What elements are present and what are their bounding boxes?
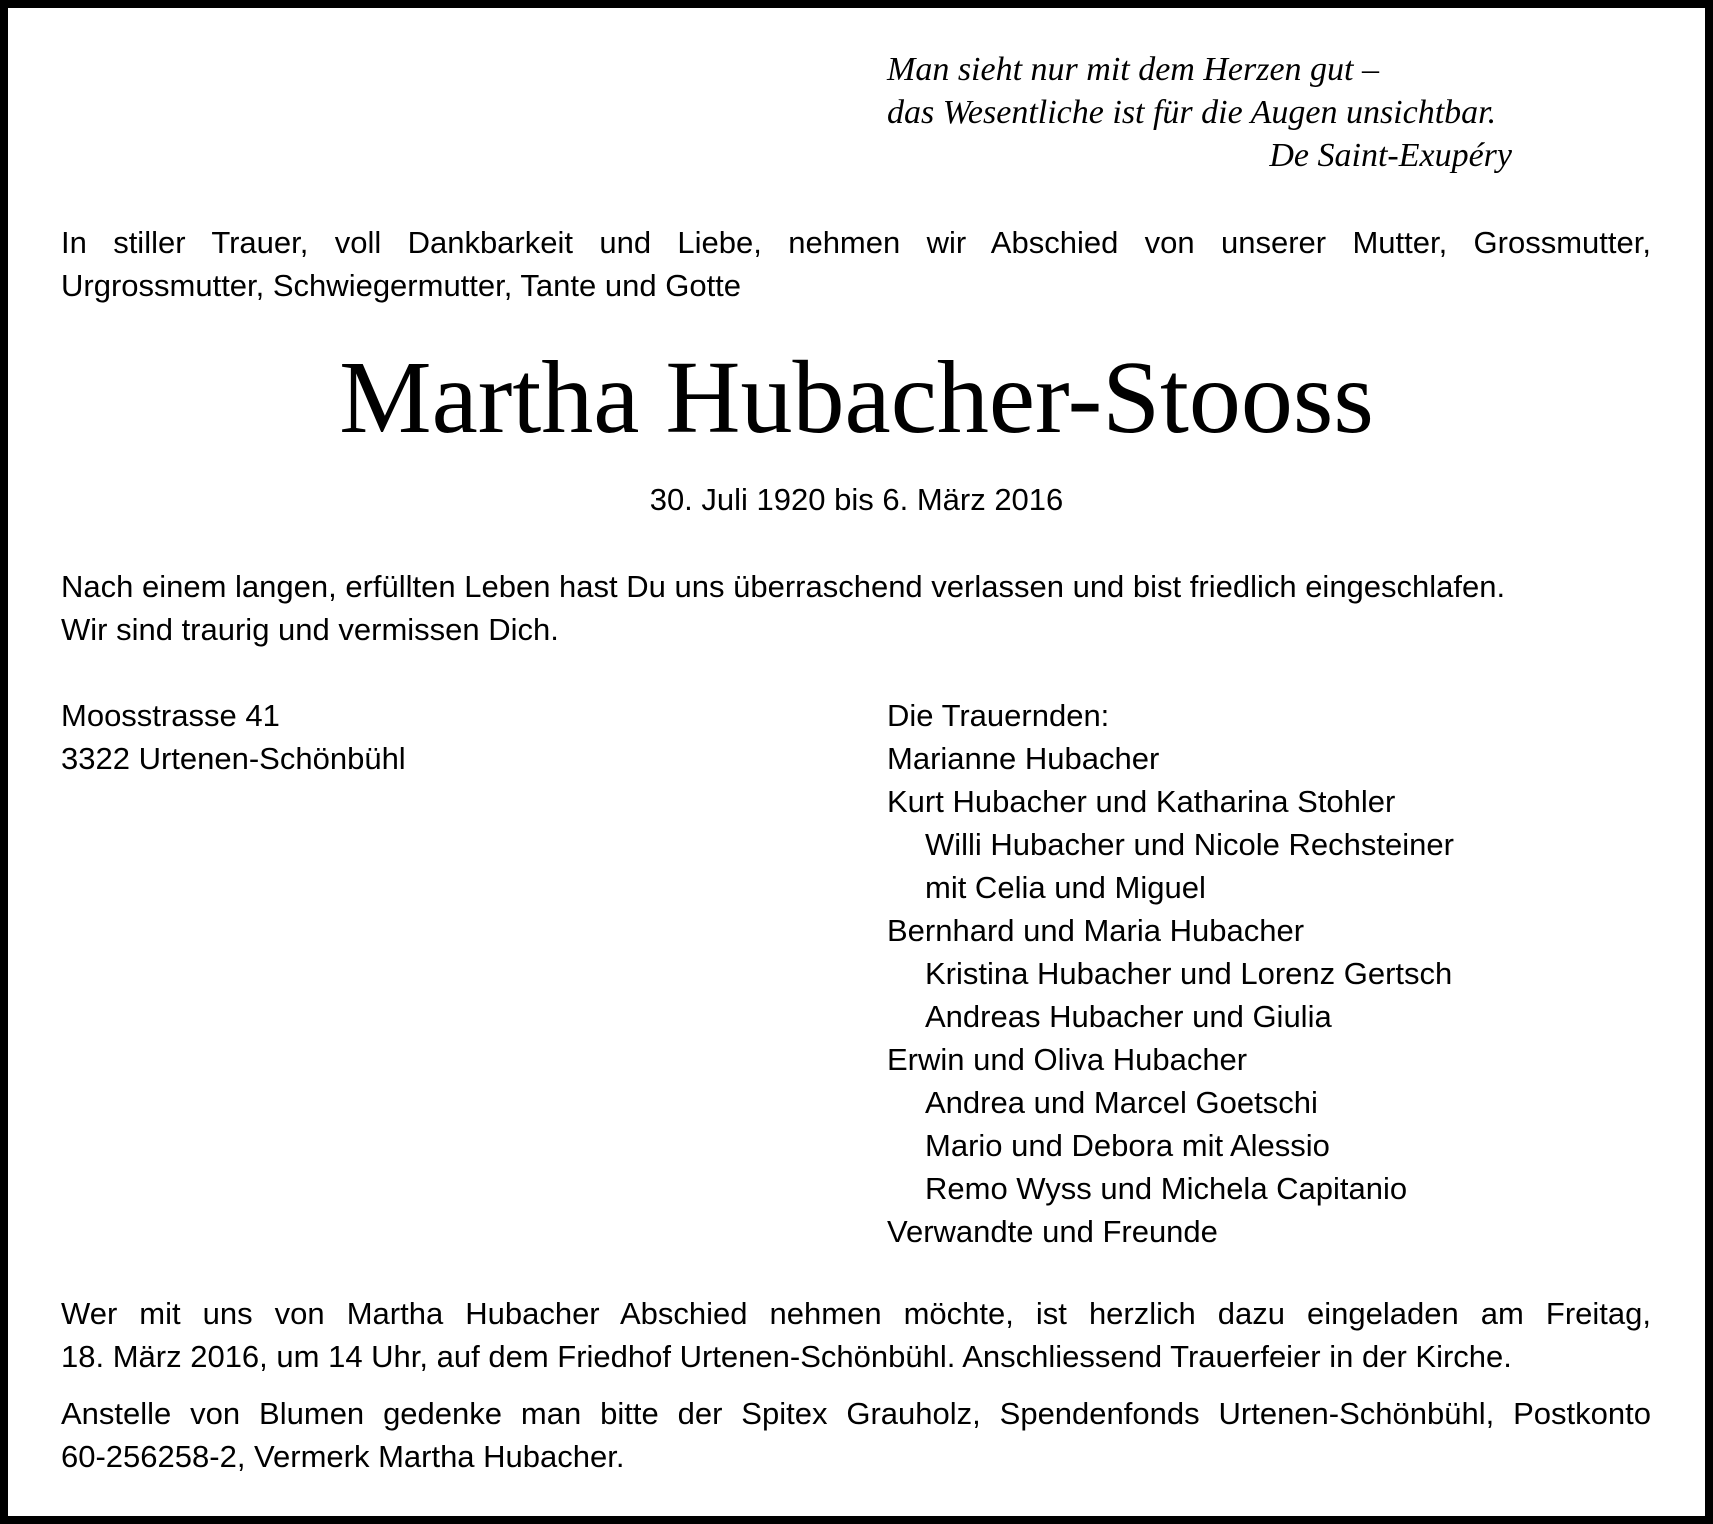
list-item: Andrea und Marcel Goetschi	[925, 1085, 1318, 1120]
list-item: Kristina Hubacher und Lorenz Gertsch	[925, 956, 1453, 991]
list-item: Willi Hubacher und Nicole Rechsteiner	[925, 827, 1454, 862]
list-item: Mario und Debora mit Alessio	[925, 1128, 1330, 1163]
donation-line-2: 60-256258-2, Vermerk Martha Hubacher.	[61, 1439, 625, 1474]
quote-line-2: das Wesentliche ist für die Augen unsichtbar.	[887, 94, 1497, 131]
list-item: Marianne Hubacher	[887, 741, 1160, 776]
list-item: Bernhard und Maria Hubacher	[887, 913, 1305, 948]
quote-line-1: Man sieht nur mit dem Herzen gut –	[887, 51, 1380, 88]
list-item: Verwandte und Freunde	[887, 1214, 1218, 1249]
mourners-heading: Die Trauernden:	[887, 698, 1110, 733]
list-item: Kurt Hubacher und Katharina Stohler	[887, 784, 1396, 819]
invitation-line-2: 18. März 2016, um 14 Uhr, auf dem Friedhof Urtenen-Schönbühl. Anschliessend Trauerfeier in der Kirche.	[61, 1339, 1512, 1374]
family-address	[61, 694, 761, 780]
message-line-1: Nach einem langen, erfüllten Leben hast Du uns überraschend verlassen und bist friedlich eingeschlafen.	[61, 569, 1506, 604]
list-item: Andreas Hubacher und Giulia	[925, 999, 1332, 1034]
life-dates: 30. Juli 1920 bis 6. März 2016	[649, 482, 1064, 517]
funeral-invitation	[61, 1292, 1651, 1378]
mourners-list	[887, 694, 1667, 1253]
deceased-name: Martha Hubacher-Stooss	[339, 340, 1374, 455]
message-line-2: Wir sind traurig und vermissen Dich.	[61, 612, 559, 647]
list-item: mit Celia und Miguel	[925, 870, 1206, 905]
intro-paragraph	[61, 221, 1651, 307]
address-city: 3322 Urtenen-Schönbühl	[61, 741, 406, 776]
donation-line-1: Anstelle von Blumen gedenke man bitte der Spitex Grauholz, Spendenfonds Urtenen-Schönbühl, Postkonto	[61, 1396, 1651, 1431]
intro-line-2: Urgrossmutter, Schwiegermutter, Tante und Gotte	[61, 268, 742, 303]
list-item: Erwin und Oliva Hubacher	[887, 1042, 1248, 1077]
epigraph-quote	[887, 48, 1517, 177]
invitation-line-1: Wer mit uns von Martha Hubacher Abschied nehmen möchte, ist herzlich dazu eingeladen am Freitag,	[61, 1296, 1651, 1331]
donation-note	[61, 1392, 1651, 1478]
list-item: Remo Wyss und Michela Capitanio	[925, 1171, 1408, 1206]
intro-line-1: In stiller Trauer, voll Dankbarkeit und Liebe, nehmen wir Abschied von unserer Mutter, Grossmutter,	[61, 225, 1651, 260]
quote-author: De Saint-Exupéry	[1269, 137, 1512, 174]
address-street: Moosstrasse 41	[61, 698, 280, 733]
farewell-message	[61, 565, 1651, 651]
